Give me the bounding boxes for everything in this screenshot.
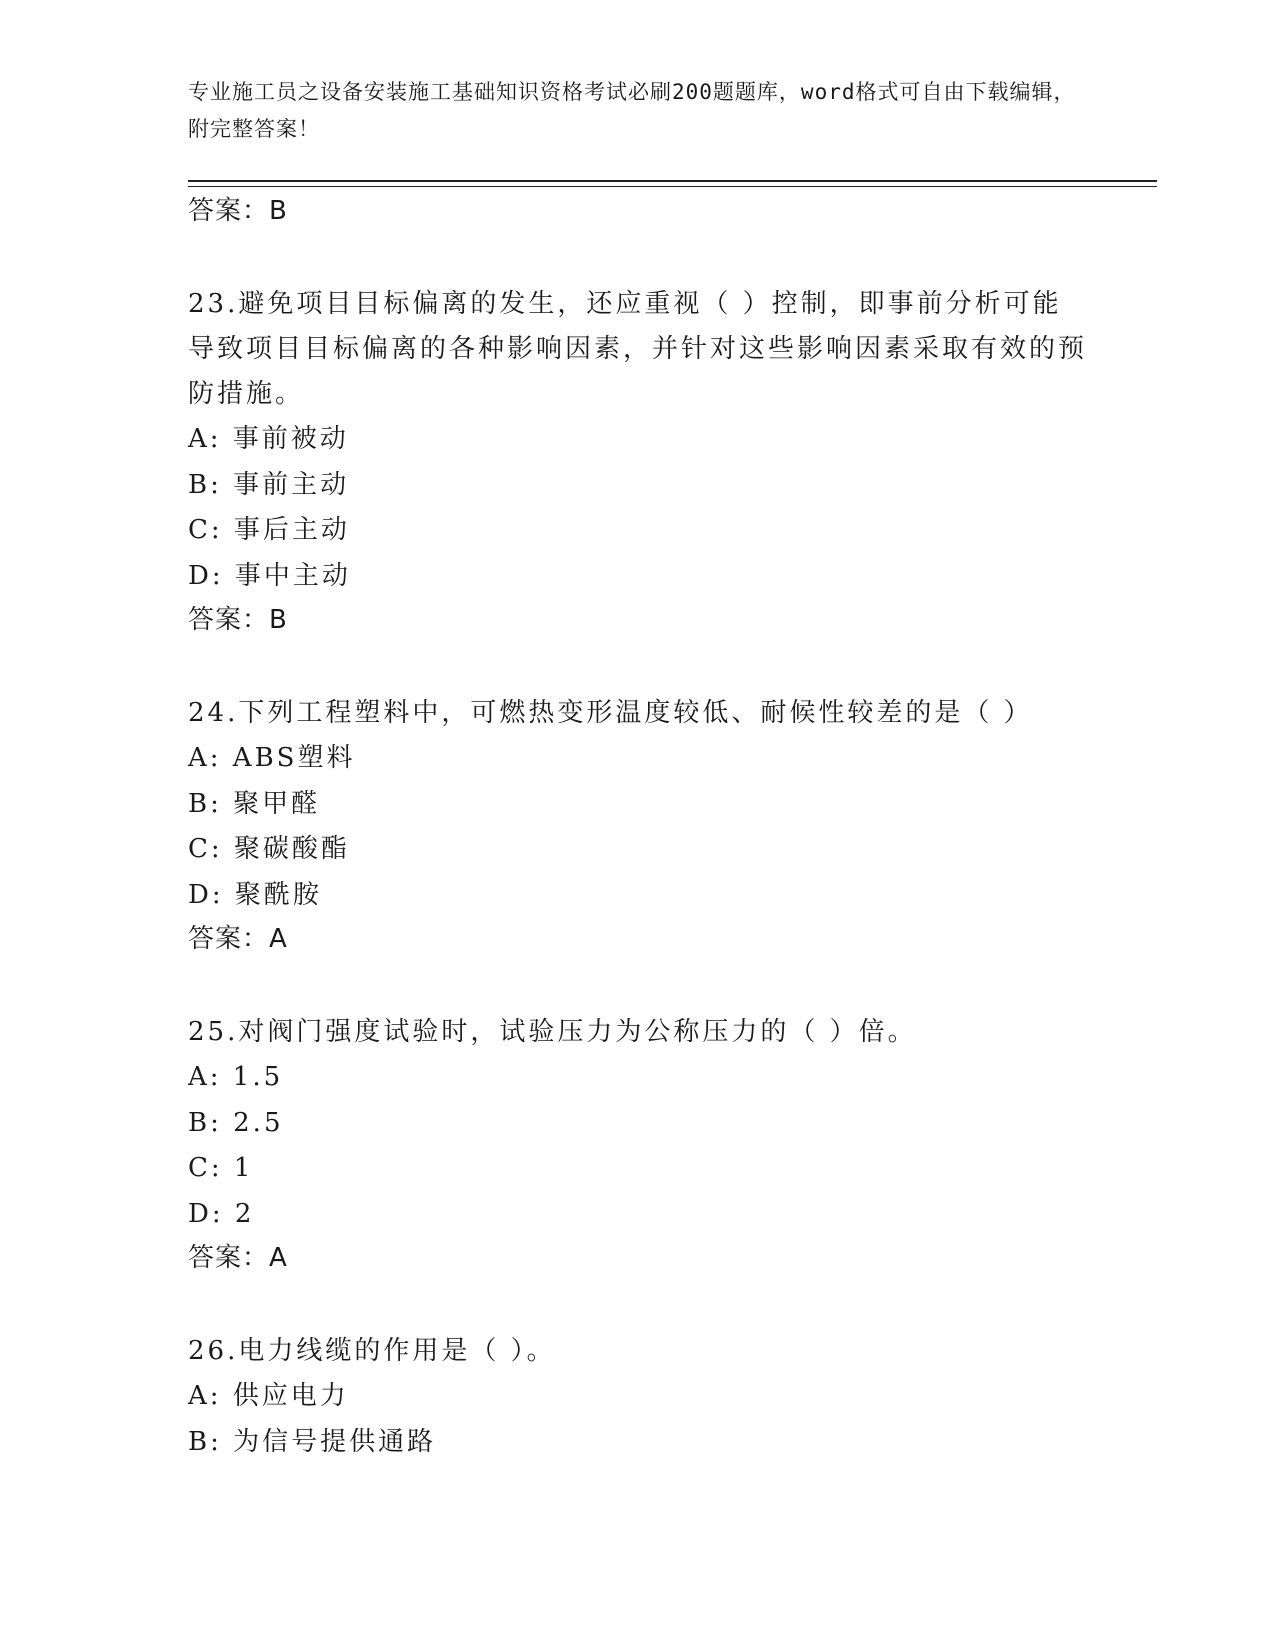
question-text: 24.下列工程塑料中，可燃热变形温度较低、耐候性较差的是（ ） xyxy=(188,698,1033,728)
option-a: A: 事前被动 xyxy=(188,424,349,454)
option-b: B: 聚甲醛 xyxy=(188,788,321,819)
question-text: 25.对阀门强度试验时，试验压力为公称压力的（ ）倍。 xyxy=(188,1017,917,1047)
answer: 答案：A xyxy=(188,1243,288,1273)
answer: 答案：A xyxy=(188,924,288,954)
document-header-title: 专业施工员之设备安装施工基础知识资格考试必刷200题题库，word格式可自由下载编辑，附完整答案！ xyxy=(188,80,1076,141)
question-26 xyxy=(188,1329,1088,1465)
option-b: B: 事前主动 xyxy=(188,469,350,500)
option-c: C: 事后主动 xyxy=(188,515,350,545)
option-b: B: 为信号提供通路 xyxy=(188,1426,437,1457)
question-list xyxy=(188,190,1088,1465)
option-a: A: 供应电力 xyxy=(188,1381,349,1411)
header-rule-thin xyxy=(188,186,1157,187)
option-d: D: 聚酰胺 xyxy=(188,879,322,910)
question-24 xyxy=(188,691,1088,960)
option-c: C: 聚碳酸酯 xyxy=(188,834,350,864)
option-a: A: ABS塑料 xyxy=(188,743,356,773)
question-text: 23.避免项目目标偏离的发生，还应重视（ ）控制，即事前分析可能导致项目目标偏离的各种影响因素，并针对这些影响因素采取有效的预防措施。 xyxy=(188,289,1088,409)
option-b: B: 2.5 xyxy=(188,1107,284,1138)
option-d: D: 2 xyxy=(188,1198,255,1229)
question-text: 26.电力线缆的作用是（ ）。 xyxy=(188,1336,556,1366)
question-25 xyxy=(188,1010,1088,1279)
option-a: A: 1.5 xyxy=(188,1062,284,1092)
previous-answer: 答案：B xyxy=(188,196,288,226)
question-23 xyxy=(188,282,1088,641)
answer: 答案：B xyxy=(188,605,288,635)
option-d: D: 事中主动 xyxy=(188,560,351,591)
header-rule-thick xyxy=(188,180,1157,182)
option-c: C: 1 xyxy=(188,1153,254,1183)
